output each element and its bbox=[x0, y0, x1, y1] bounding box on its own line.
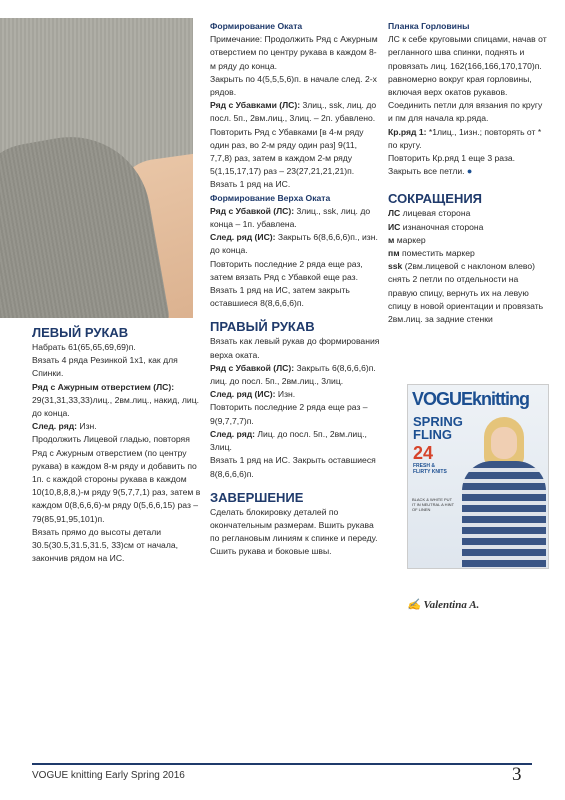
right-sleeve-title: ПРАВЫЙ РУКАВ bbox=[210, 319, 315, 335]
middle-column bbox=[210, 20, 380, 559]
paragraph: Соединить петли для вязания по кругу и пм для начала кр.ряда. bbox=[388, 100, 543, 124]
abbreviation-item: ЛС лицевая сторона bbox=[388, 208, 471, 219]
paragraph: Вязать 1 ряд на ИС. Закрыть оставшиеся 8(8,6,6,6)п. bbox=[210, 455, 376, 479]
paragraph: След. ряд: Изн. bbox=[32, 421, 97, 432]
cover-subhead: FRESH & FLIRTY KNITS bbox=[413, 463, 447, 475]
paragraph: 29(31,31,33,33)лиц., 2вм.лиц., накид, лиц. до конца. bbox=[32, 394, 200, 419]
cover-model bbox=[456, 417, 546, 567]
left-column bbox=[32, 320, 202, 565]
paragraph: Продолжить Лицевой гладью, повторяя Ряд с Ажурным отверстием (по центру рукава) в каждом 8-м ряду и добавить по 1п. с каждой стороны рукава в каждом 10(10,8,8,8,)-м ряду 9(5,7,7,1) раз, затем в каждом 0(8,6,6,6)-м ряду 0(5,6,6,15) раз – 79(85,91,95,101)п. bbox=[32, 434, 201, 524]
paragraph: Ряд с Убавкой (ЛС): 3лиц., ssk, лиц. до конца – 1п. убавлена. bbox=[210, 205, 371, 230]
bullet-dot-icon: ● bbox=[466, 166, 473, 177]
striped-sweater bbox=[462, 461, 546, 569]
abbreviation-item: пм поместить маркер bbox=[388, 248, 475, 259]
paragraph: Закрыть все петли. ● bbox=[388, 166, 473, 177]
paragraph: След. ряд: Лиц. до посл. 5п., 2вм.лиц., 3лиц. bbox=[210, 428, 367, 453]
cover-masthead: VOGUEknitting bbox=[412, 389, 529, 409]
cover-headline: SPRING FLING bbox=[413, 414, 463, 442]
pen-icon: ✍ bbox=[407, 599, 421, 611]
paragraph: Ряд с Убавкой (ЛС): Закрыть 6(8,6,6,6)п. лиц. до посл. 5п., 2вм.лиц., 3лиц. bbox=[210, 362, 376, 387]
paragraph: Вязать 4 ряда Резинкой 1х1, как для Спинки. bbox=[32, 355, 178, 379]
abbreviations-list bbox=[388, 207, 548, 326]
paragraph: Кр.ряд 1: *1лиц., 1изн.; повторять от * по кругу. bbox=[388, 126, 542, 150]
section-heading: Формирование Верха Оката bbox=[210, 192, 331, 203]
section-heading: Формирование Оката bbox=[210, 21, 303, 31]
paragraph: След. ряд (ИС): Закрыть 6(8,6,6,6)п., изн. до конца. bbox=[210, 232, 378, 256]
cover-sidebar-text: BLACK & WHITE PUT IT IN NEUTRAL A HINT OF LINEN bbox=[412, 497, 454, 512]
abbreviation-item: ssk (2вм.лицевой с наклоном влево) снять 2 петли по отдельности на правую спицу, вернуть их на левую спицу в новой ориентации и провязать 2вм.лиц. за задние стенки bbox=[388, 261, 544, 325]
sweater-sleeve-photo bbox=[0, 18, 193, 318]
signature: ✍ Valentina A. bbox=[407, 599, 480, 611]
paragraph: Примечание: Продолжить Ряд с Ажурным отверстием по центру рукава в каждом 8-м ряду до конца. bbox=[210, 34, 378, 71]
right-column bbox=[388, 20, 548, 326]
paragraph: Вязать как левый рукав до формирования верха оката. bbox=[210, 336, 380, 360]
paragraph: Закрыть по 4(5,5,5,6)п. в начале след. 2-х рядов. bbox=[210, 73, 377, 98]
paragraph: След. ряд (ИС): Изн. bbox=[210, 389, 296, 400]
paragraph: Вязать 1 ряд на ИС, затем закрыть оставшиеся 8(8,6,6,6)п. bbox=[210, 285, 350, 309]
footer-text: VOGUE knitting Early Spring 2016 bbox=[32, 770, 185, 781]
paragraph: Ряд с Ажурным отверстием (ЛС): bbox=[32, 381, 175, 392]
finishing-title: ЗАВЕРШЕНИЕ bbox=[210, 489, 304, 505]
paragraph: ЛС к себе круговыми спицами, начав от регланного шва спинки, поднять и провязать лиц. 162(166,166,170,170)п. равномерно вокруг края горловины, включая верх окатов рукавов. bbox=[388, 34, 547, 98]
paragraph: Повторить Ряд с Убавками [в 4-м ряду один раз, во 2-м ряду один раз] 9(11, 7,7,8) раз, затем в каждом 2-м ряду 5(1,15,17,17) раз – 23(27,21,21,21)п. bbox=[210, 126, 364, 177]
abbreviation-item: м маркер bbox=[388, 234, 426, 245]
paragraph: Набрать 61(65,65,69,69)п. bbox=[32, 342, 136, 352]
abbreviations-title: СОКРАЩЕНИЯ bbox=[388, 191, 483, 207]
paragraph: Ряд с Убавками (ЛС): 3лиц., ssk, лиц. до посл. 5п., 2вм.лиц., 3лиц. – 2п. убавлено. bbox=[210, 100, 377, 124]
paragraph: Повторить последние 2 ряда еще раз – 9(9,7,7,7)п. bbox=[210, 402, 368, 426]
section-heading: Планка Горловины bbox=[388, 21, 470, 31]
paragraph: Вязать прямо до высоты детали 30.5(30.5,31.5,31.5, 33)см от начала, закончив рядом на ИС. bbox=[32, 526, 179, 564]
paragraph: Повторить Кр.ряд 1 еще 3 раза. bbox=[388, 153, 516, 164]
paragraph: Повторить последние 2 ряда еще раз, затем вязать Ряд с Убавкой еще раз. bbox=[210, 258, 363, 282]
footer-rule bbox=[32, 763, 532, 765]
paragraph: Сделать блокировку деталей по окончательным размерам. Вшить рукава по реглановым линиям к спинке и переду. Сшить рукава и боковые швы. bbox=[210, 506, 378, 557]
left-sleeve-title: ЛЕВЫЙ РУКАВ bbox=[32, 325, 129, 340]
abbreviation-item: ИС изнаночная сторона bbox=[388, 221, 484, 232]
magazine-cover bbox=[407, 384, 549, 569]
paragraph: Вязать 1 ряд на ИС. bbox=[210, 179, 291, 190]
cover-number: 24 bbox=[413, 443, 434, 463]
page-number: 3 bbox=[512, 764, 522, 785]
